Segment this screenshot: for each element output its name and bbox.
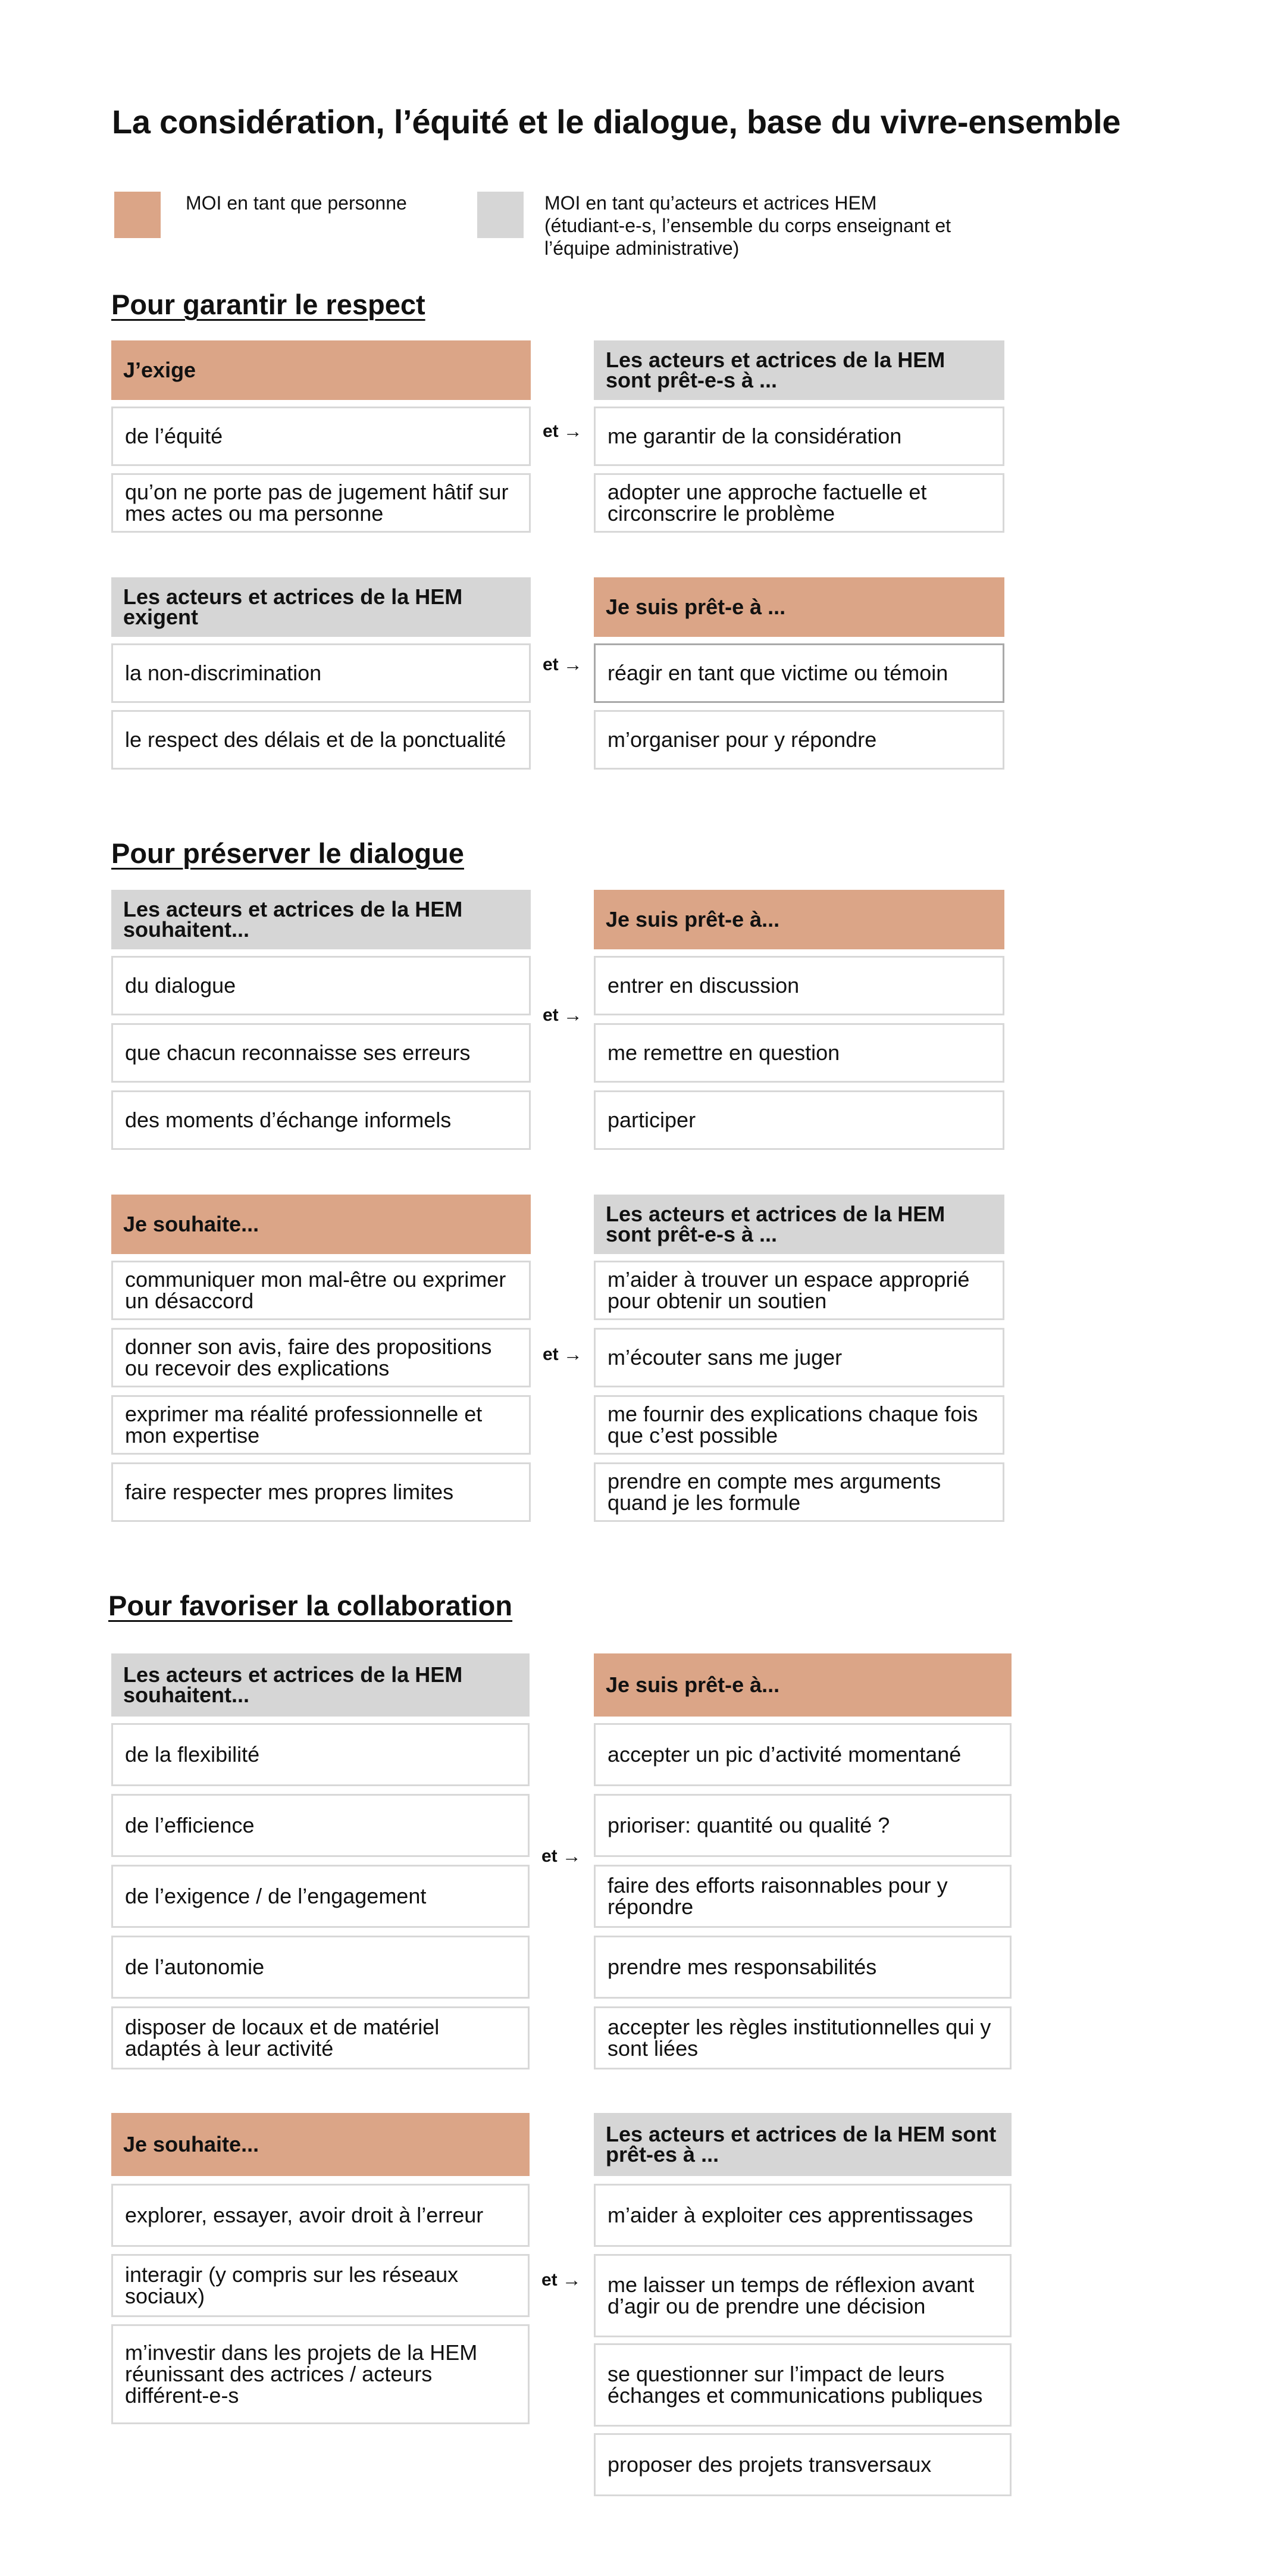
legend-swatch-personne [114,192,161,238]
list-item: disposer de locaux et de matériel adaptés à leur activité [111,2006,530,2069]
arrow-right-icon: → [563,1004,583,1026]
list-item: me garantir de la considération [594,407,1004,466]
page-title: La considération, l’équité et le dialogue, base du vivre-ensemble [112,103,1121,140]
et-connector [541,2269,581,2291]
block-header-left: Je souhaite... [111,1195,531,1254]
list-item: m’écouter sans me juger [594,1328,1004,1387]
list-item: m’aider à trouver un espace approprié pour obtenir un soutien [594,1261,1004,1320]
block-header-right: Les acteurs et actrices de la HEM sont prêt-e-s à ... [594,340,1004,400]
arrow-right-icon: → [563,420,583,442]
list-item: donner son avis, faire des propositions ou recevoir des explications [111,1328,531,1387]
list-item: du dialogue [111,956,531,1015]
list-item: adopter une approche factuelle et circonscrire le problème [594,473,1004,533]
legend-acteurs-line-1: MOI en tant qu’acteurs et actrices HEM [544,192,877,214]
list-item: faire des efforts raisonnables pour y répondre [594,1865,1012,1928]
et-label: et [543,1344,559,1364]
list-item: la non-discrimination [111,643,531,703]
et-label: et [541,2269,558,2290]
list-item: qu’on ne porte pas de jugement hâtif sur mes actes ou ma personne [111,473,531,533]
list-item: exprimer ma réalité professionnelle et mon expertise [111,1395,531,1455]
list-item: se questionner sur l’impact de leurs échanges et communications publiques [594,2343,1012,2427]
block-header-left: Les acteurs et actrices de la HEM souhaitent... [111,1653,530,1717]
legend-label-acteurs [544,192,951,260]
list-item: me laisser un temps de réflexion avant d’agir ou de prendre une décision [594,2254,1012,2337]
list-item: participer [594,1090,1004,1150]
list-item: communiquer mon mal-être ou exprimer un désaccord [111,1261,531,1320]
block-header-right: Je suis prêt-e à... [594,1653,1012,1717]
et-connector [543,654,583,676]
list-item: faire respecter mes propres limites [111,1462,531,1522]
arrow-right-icon: → [562,2269,581,2290]
list-item: accepter les règles institutionnelles qui y sont liées [594,2006,1012,2069]
section-title-collaboration: Pour favoriser la collaboration [108,1590,513,1621]
list-item: de la flexibilité [111,1723,530,1786]
list-item: prendre en compte mes arguments quand je les formule [594,1462,1004,1522]
block-header-right: Je suis prêt-e à ... [594,577,1004,637]
list-item: me remettre en question [594,1023,1004,1083]
list-item: prioriser: quantité ou qualité ? [594,1794,1012,1857]
list-item: le respect des délais et de la ponctualité [111,710,531,770]
block-header-right: Les acteurs et actrices de la HEM sont prêt-e-s à ... [594,1195,1004,1254]
list-item: m’aider à exploiter ces apprentissages [594,2184,1012,2247]
section-title-dialogue: Pour préserver le dialogue [111,837,464,869]
list-item: entrer en discussion [594,956,1004,1015]
list-item: de l’exigence / de l’engagement [111,1865,530,1928]
list-item: de l’efficience [111,1794,530,1857]
section-title-respect: Pour garantir le respect [111,289,425,320]
arrow-right-icon: → [563,1343,583,1365]
block-header-left: J’exige [111,340,531,400]
et-connector [541,1845,581,1867]
legend-acteurs-line-3: l’équipe administrative) [544,237,740,259]
list-item: réagir en tant que victime ou témoin [594,643,1004,703]
legend-label-personne: MOI en tant que personne [186,192,407,214]
list-item: des moments d’échange informels [111,1090,531,1150]
list-item: de l’autonomie [111,1936,530,1999]
et-connector [543,1004,583,1026]
et-label: et [543,421,559,441]
list-item: interagir (y compris sur les réseaux sociaux) [111,2254,530,2317]
block-header-right: Les acteurs et actrices de la HEM sont prêt-es à ... [594,2113,1012,2176]
arrow-right-icon: → [563,654,583,675]
block-header-left: Je souhaite... [111,2113,530,2176]
et-label: et [543,654,559,674]
list-item: m’investir dans les projets de la HEM réunissant des actrices / acteurs différent-e-s [111,2324,530,2424]
list-item: proposer des projets transversaux [594,2433,1012,2496]
block-header-left: Les acteurs et actrices de la HEM souhaitent... [111,890,531,949]
list-item: de l’équité [111,407,531,466]
arrow-right-icon: → [562,1845,581,1867]
list-item: accepter un pic d’activité momentané [594,1723,1012,1786]
et-label: et [543,1005,559,1025]
legend-swatch-acteurs [477,192,524,238]
list-item: m’organiser pour y répondre [594,710,1004,770]
list-item: que chacun reconnaisse ses erreurs [111,1023,531,1083]
list-item: me fournir des explications chaque fois que c’est possible [594,1395,1004,1455]
et-connector [543,1343,583,1365]
list-item: explorer, essayer, avoir droit à l’erreur [111,2184,530,2247]
block-header-right: Je suis prêt-e à... [594,890,1004,949]
legend-acteurs-line-2: (étudiant-e-s, l’ensemble du corps enseignant et [544,215,951,236]
list-item: prendre mes responsabilités [594,1936,1012,1999]
et-label: et [541,1846,558,1866]
block-header-left: Les acteurs et actrices de la HEM exigent [111,577,531,637]
et-connector [543,420,583,442]
